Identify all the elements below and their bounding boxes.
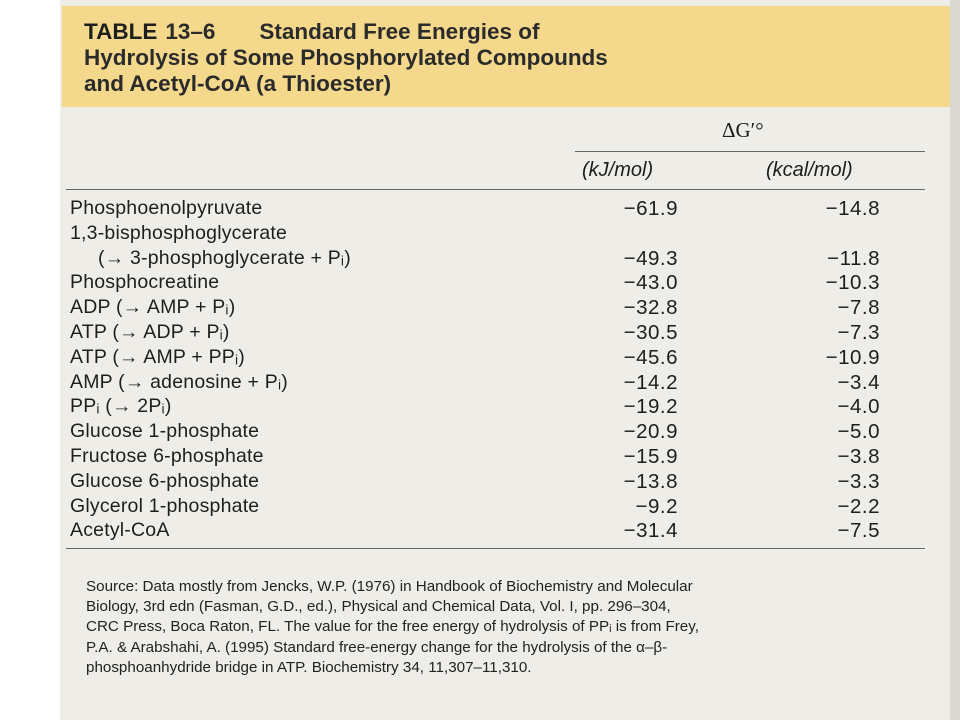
value-kcal: −4.0 (837, 395, 880, 419)
compound-name: ATP (→ AMP + PPᵢ) (70, 345, 245, 368)
table-title-line-1 (84, 19, 539, 45)
value-kj: −61.9 (623, 197, 678, 220)
source-note (86, 577, 936, 678)
compound-name: Glycerol 1-phosphate (70, 494, 260, 517)
header-rule-bottom (66, 189, 925, 190)
value-kj: −31.4 (623, 519, 678, 543)
header-rule-top (575, 151, 925, 152)
delta-g-header: ΔG′° (722, 118, 764, 142)
value-kcal: −3.4 (837, 370, 880, 394)
column-header-kj: (kJ/mol) (582, 159, 654, 181)
compound-name: Acetyl-CoA (70, 519, 170, 542)
table-row (0, 420, 960, 445)
value-kj: −43.0 (623, 271, 678, 295)
compound-name: ATP (→ ADP + Pᵢ) (70, 320, 230, 343)
table-title-text: Standard Free Energies of (259, 19, 540, 44)
value-kcal: −7.3 (837, 320, 880, 344)
table-row (0, 296, 960, 321)
table-row (0, 519, 960, 544)
compound-name: Fructose 6-phosphate (70, 444, 264, 467)
value-kj: −49.3 (623, 246, 678, 270)
column-header-kcal: (kcal/mol) (766, 159, 853, 181)
value-kcal: −5.0 (837, 420, 880, 444)
value-kcal: −3.3 (837, 469, 880, 493)
table-number: 13–6 (165, 19, 216, 44)
table-row (0, 445, 960, 470)
table-row (0, 247, 960, 272)
table-row (0, 271, 960, 296)
value-kcal: −10.9 (825, 345, 880, 369)
compound-name: Phosphocreatine (70, 271, 220, 294)
source-line: CRC Press, Boca Raton, FL. The value for the free energy of hydrolysis of PPᵢ is from Frey, (86, 618, 699, 636)
value-kcal: −2.2 (837, 494, 880, 518)
value-kj: −30.5 (623, 320, 678, 344)
value-kj: −20.9 (623, 420, 678, 444)
value-kcal: −14.8 (825, 197, 880, 220)
value-kj: −9.2 (635, 494, 678, 518)
value-kj: −14.2 (623, 370, 678, 394)
table-row (0, 495, 960, 520)
value-kcal: −11.8 (827, 246, 880, 270)
table-row (0, 470, 960, 495)
source-line: P.A. & Arabshahi, A. (1995) Standard free-energy change for the hydrolysis of the α–β- (86, 638, 668, 656)
table-row (0, 346, 960, 371)
table-body (0, 197, 960, 544)
compound-name: (→ 3-phosphoglycerate + Pᵢ) (98, 246, 351, 269)
value-kj: −13.8 (623, 469, 678, 493)
value-kj: −45.6 (623, 345, 678, 369)
table-bottom-rule (66, 548, 925, 549)
table-row (0, 197, 960, 222)
value-kj: −32.8 (623, 296, 678, 320)
value-kj: −19.2 (623, 395, 678, 419)
compound-name: Glucose 6-phosphate (70, 469, 260, 492)
table-row (0, 371, 960, 396)
compound-name: ADP (→ AMP + Pᵢ) (70, 296, 236, 319)
table-label: TABLE (84, 19, 158, 44)
source-line: phosphoanhydride bridge in ATP. Biochemistry 34, 11,307–11,310. (86, 658, 532, 676)
value-kcal: −10.3 (825, 271, 880, 295)
table-title-line-3: and Acetyl-CoA (a Thioester) (84, 71, 392, 96)
source-line: Source: Data mostly from Jencks, W.P. (1976) in Handbook of Biochemistry and Molecular (86, 578, 693, 595)
value-kcal: −7.5 (837, 519, 880, 543)
compound-name: Glucose 1-phosphate (70, 420, 260, 443)
value-kcal: −3.8 (837, 444, 880, 468)
source-line: Biology, 3rd edn (Fasman, G.D., ed.), Physical and Chemical Data, Vol. I, pp. 296–304, (86, 598, 671, 616)
table-title-line-2: Hydrolysis of Some Phosphorylated Compounds (84, 45, 608, 70)
compound-name: 1,3-bisphosphoglycerate (70, 221, 288, 244)
table-row (0, 395, 960, 420)
value-kcal: −7.8 (837, 296, 880, 320)
compound-name: AMP (→ adenosine + Pᵢ) (70, 370, 288, 393)
value-kj: −15.9 (623, 444, 678, 468)
compound-name: Phosphoenolpyruvate (70, 197, 263, 219)
table-row (0, 222, 960, 247)
compound-name: PPᵢ (→ 2Pᵢ) (70, 395, 172, 418)
table-row (0, 321, 960, 346)
